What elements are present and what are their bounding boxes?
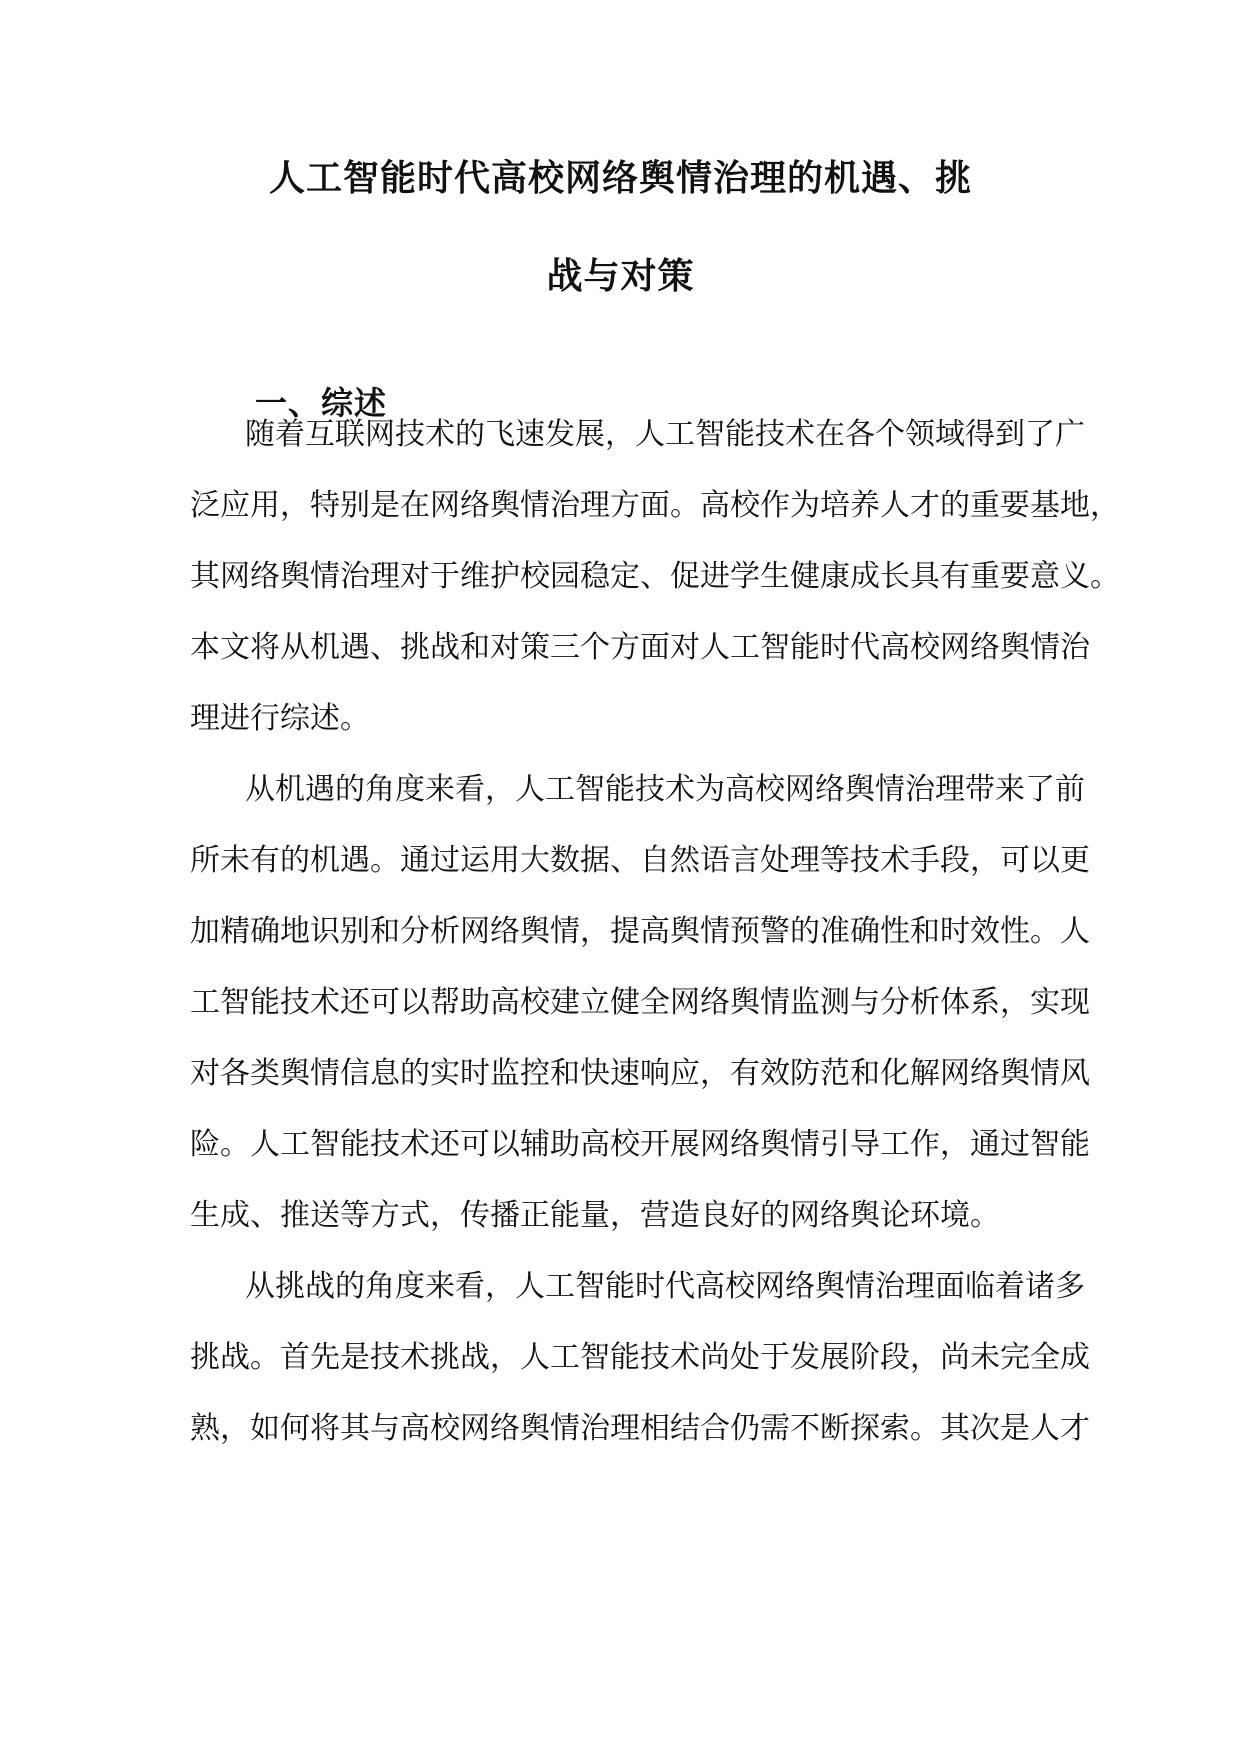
paragraph-1-line-1: 随着互联网技术的飞速发展，人工智能技术在各个领域得到了广 bbox=[245, 417, 1085, 452]
paragraph-2-line-6: 险。人工智能技术还可以辅助高校开展网络舆情引导工作，通过智能 bbox=[190, 1127, 1090, 1162]
paragraph-2-line-7: 生成、推送等方式，传播正能量，营造良好的网络舆论环境。 bbox=[190, 1198, 1000, 1233]
paragraph-1-line-5: 理进行综述。 bbox=[190, 701, 370, 736]
paragraph-1-line-3: 其网络舆情治理对于维护校园稳定、促进学生健康成长具有重要意义。 bbox=[190, 559, 1120, 594]
paragraph-3-line-1: 从挑战的角度来看，人工智能时代高校网络舆情治理面临着诸多 bbox=[245, 1269, 1085, 1304]
document-title-line-1: 人工智能时代高校网络舆情治理的机遇、挑 bbox=[268, 157, 972, 199]
paragraph-3-line-2: 挑战。首先是技术挑战，人工智能技术尚处于发展阶段，尚未完全成 bbox=[190, 1340, 1090, 1375]
paragraph-2-line-2: 所未有的机遇。通过运用大数据、自然语言处理等技术手段，可以更 bbox=[190, 843, 1090, 878]
paragraph-1-line-4: 本文将从机遇、挑战和对策三个方面对人工智能时代高校网络舆情治 bbox=[190, 630, 1090, 665]
paragraph-3-line-3: 熟，如何将其与高校网络舆情治理相结合仍需不断探索。其次是人才 bbox=[190, 1411, 1090, 1446]
paragraph-2-line-5: 对各类舆情信息的实时监控和快速响应，有效防范和化解网络舆情风 bbox=[190, 1056, 1090, 1091]
paragraph-2-line-1: 从机遇的角度来看，人工智能技术为高校网络舆情治理带来了前 bbox=[245, 772, 1085, 807]
document-title-line-2: 战与对策 bbox=[546, 255, 695, 297]
paragraph-2-line-3: 加精确地识别和分析网络舆情，提高舆情预警的准确性和时效性。人 bbox=[190, 914, 1090, 949]
paragraph-2-line-4: 工智能技术还可以帮助高校建立健全网络舆情监测与分析体系，实现 bbox=[190, 985, 1090, 1020]
paragraph-1-line-2: 泛应用，特别是在网络舆情治理方面。高校作为培养人才的重要基地， bbox=[190, 488, 1120, 523]
section-heading: 一、综述 bbox=[255, 384, 388, 422]
